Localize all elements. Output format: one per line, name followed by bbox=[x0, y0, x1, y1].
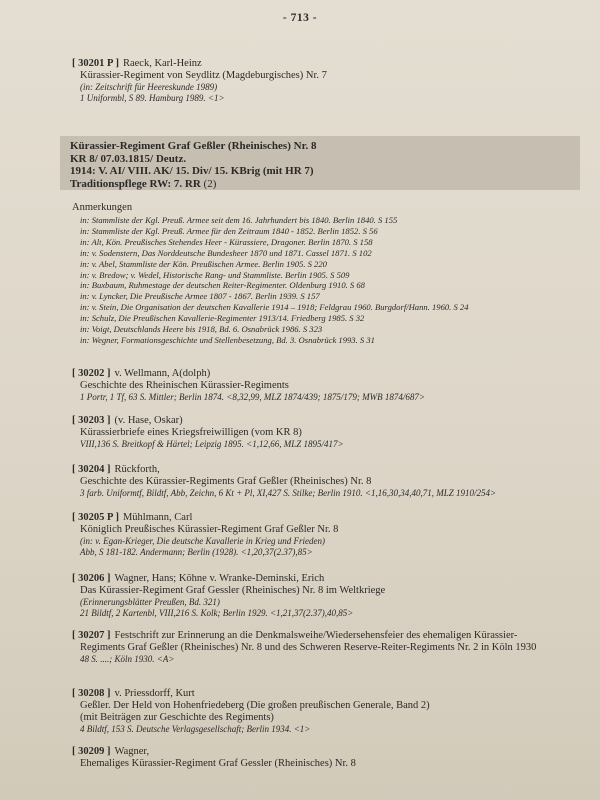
entry-author: v. Priessdorff, Kurt bbox=[114, 688, 195, 699]
entry-title: Geschichte des Kürassier-Regiments Graf Geßler (Rheinisches) Nr. 8 bbox=[80, 476, 372, 487]
page-number: - 713 - bbox=[282, 12, 318, 24]
entry-detail: 1 Uniformbl, S 89. Hamburg 1989. <1> bbox=[80, 93, 225, 103]
note-item: in: v. Stein, Die Organisation der deutschen Kavallerie 1914 – 1918; Feldgrau 1960. Burgdorf/Hann. 1960. S 24 bbox=[80, 302, 469, 313]
bibliography-entry bbox=[72, 688, 572, 735]
entry-author: v. Wellmann, A(dolph) bbox=[114, 368, 211, 379]
entry-subtitle: (mit Beiträgen zur Geschichte des Regiments) bbox=[80, 712, 274, 723]
entry-title: Kürassier-Regiment von Seydlitz (Magdeburgisches) Nr. 7 bbox=[80, 70, 327, 81]
bibliography-entry bbox=[72, 58, 572, 104]
entry-title: Regiments Graf Geßler (Rheinisches) Nr. 8 und des Schweren Reserve-Reiter-Regiments Nr. 2 in Köln 1930 bbox=[80, 642, 537, 653]
section-title: Kürassier-Regiment Graf Geßler (Rheinisches) Nr. 8 bbox=[70, 140, 317, 152]
bibliography-entry bbox=[72, 573, 572, 619]
entry-detail: (in: v. Egan-Krieger, Die deutsche Kavallerie in Krieg und Frieden) bbox=[80, 536, 326, 546]
entry-title: Kürassierbriefe eines Kriegsfreiwilligen (vom KR 8) bbox=[80, 427, 302, 438]
section-line: 1914: V. AI/ VIII. AK/ 15. Div/ 15. KBrig (mit HR 7) bbox=[70, 165, 314, 177]
entry-number: [ 30201 P ] bbox=[72, 58, 119, 69]
entry-number: [ 30202 ] bbox=[72, 368, 111, 379]
note-item: in: Wegner, Formationsgeschichte und Stellenbesetzung, Bd. 3. Osnabrück 1993. S 31 bbox=[80, 334, 375, 345]
entry-author: Rückforth, bbox=[114, 464, 160, 475]
entry-author: Festschrift zur Erinnerung an die Denkmalsweihe/Wiedersehensfeier des ehemaligen Kürassier- bbox=[114, 630, 518, 641]
note-item: in: v. Sodenstern, Das Norddeutsche Bundesheer 1870 und 1871. Cassel 1871. S 102 bbox=[80, 247, 372, 258]
note-item: in: v. Lyncker, Die Preußische Armee 1807 - 1867. Berlin 1939. S 157 bbox=[80, 291, 320, 302]
entry-detail: 48 S. ....; Köln 1930. <A> bbox=[80, 654, 175, 664]
notes-heading: Anmerkungen bbox=[72, 202, 133, 213]
entry-author: Wagner, Hans; Köhne v. Wranke-Deminski, Erich bbox=[114, 573, 325, 584]
entry-number: [ 30209 ] bbox=[72, 746, 111, 757]
entry-title: Geßler. Der Held von Hohenfriedeberg (Die großen preußischen Generale, Band 2) bbox=[80, 700, 430, 711]
note-item: in: Buxbaum, Ruhmestage der deutschen Reiter-Regimenter. Oldenburg 1910. S 68 bbox=[80, 280, 365, 291]
note-item: in: Schulz, Die Preußischen Kavallerie-Regimenter 1913/14. Friedberg 1985. S 32 bbox=[80, 313, 365, 324]
entry-detail: 4 Bildtf, 153 S. Deutsche Verlagsgesellschaft; Berlin 1934. <1> bbox=[80, 724, 311, 734]
notes-list bbox=[80, 215, 580, 346]
section-header bbox=[70, 140, 570, 190]
entry-number: [ 30208 ] bbox=[72, 688, 111, 699]
entry-author: (v. Hase, Oskar) bbox=[114, 415, 183, 426]
entry-number: [ 30203 ] bbox=[72, 415, 111, 426]
note-item: in: v. Abel, Stammliste der Kön. Preußischen Armee. Berlin 1905. S 220 bbox=[80, 258, 327, 269]
bibliography-entry bbox=[72, 512, 572, 558]
entry-title: Ehemaliges Kürassier-Regiment Graf Gessler (Rheinisches) Nr. 8 bbox=[80, 758, 356, 769]
entry-author: Mühlmann, Carl bbox=[122, 512, 193, 523]
note-item: in: Alt, Kön. Preußisches Stehendes Heer - Kürassiere, Dragoner. Berlin 1870. S 158 bbox=[80, 236, 373, 247]
note-item: in: v. Bredow; v. Wedel, Historische Rang- und Stammliste. Berlin 1905. S 509 bbox=[80, 269, 350, 280]
bibliography-entry bbox=[72, 368, 572, 403]
entry-detail: VIII,136 S. Breitkopf & Härtel; Leipzig 1895. <1,12,66, MLZ 1895/417> bbox=[80, 439, 344, 449]
entry-title: Geschichte des Rheinischen Kürassier-Regiments bbox=[80, 380, 289, 391]
entry-author: Wagner, bbox=[114, 746, 150, 757]
entry-number: [ 30205 P ] bbox=[72, 512, 119, 523]
entry-number: [ 30207 ] bbox=[72, 630, 111, 641]
bibliography-entry bbox=[72, 415, 572, 450]
bibliography-entry bbox=[72, 746, 572, 770]
entry-number: [ 30204 ] bbox=[72, 464, 111, 475]
note-item: in: Voigt, Deutschlands Heere bis 1918, Bd. 6. Osnabrück 1986. S 323 bbox=[80, 324, 323, 335]
entry-title: Das Kürassier-Regiment Graf Gessler (Rheinisches) Nr. 8 im Weltkriege bbox=[80, 585, 386, 596]
bibliography-entry bbox=[72, 630, 572, 665]
section-line: Traditionspflege RW: 7. RR (2) bbox=[70, 177, 217, 190]
section-line: KR 8/ 07.03.1815/ Deutz. bbox=[70, 152, 187, 165]
entry-detail: 1 Portr, 1 Tf, 63 S. Mittler; Berlin 1874. <8,32,99, MLZ 1874/439; 1875/179; MWB 1874/687> bbox=[80, 392, 425, 402]
entry-detail: 3 farb. Uniformtf, Bildtf, Abb, Zeichn, 6 Kt + Pl, XI,427 S. Stilke; Berlin 1910. <1,16,30,34,40,71, MLZ 1910/254> bbox=[80, 488, 497, 498]
note-item: in: Stammliste der Kgl. Preuß. Armee seit dem 16. Jahrhundert bis 1840. Berlin 1840. S 155 bbox=[80, 215, 398, 225]
entry-title: Königlich Preußisches Kürassier-Regiment Graf Geßler Nr. 8 bbox=[80, 524, 339, 535]
entry-number: [ 30206 ] bbox=[72, 573, 111, 584]
entry-detail: 21 Bildtf, 2 Kartenbl, VIII,216 S. Kolk; Berlin 1929. <1,21,37(2.37),40,85> bbox=[80, 608, 354, 618]
entry-detail: (in: Zeitschrift für Heereskunde 1989) bbox=[80, 82, 218, 92]
entry-author: Raeck, Karl-Heinz bbox=[122, 58, 202, 69]
bibliography-entry bbox=[72, 464, 572, 499]
entry-detail: (Erinnerungsblätter Preußen, Bd. 321) bbox=[80, 597, 220, 607]
note-item: in: Stammliste der Kgl. Preuß. Armee für den Zeitraum 1840 - 1852. Berlin 1852. S 56 bbox=[80, 225, 378, 236]
entry-detail: Abb, S 181-182. Andermann; Berlin (1928). <1,20,37(2.37),85> bbox=[80, 547, 313, 557]
